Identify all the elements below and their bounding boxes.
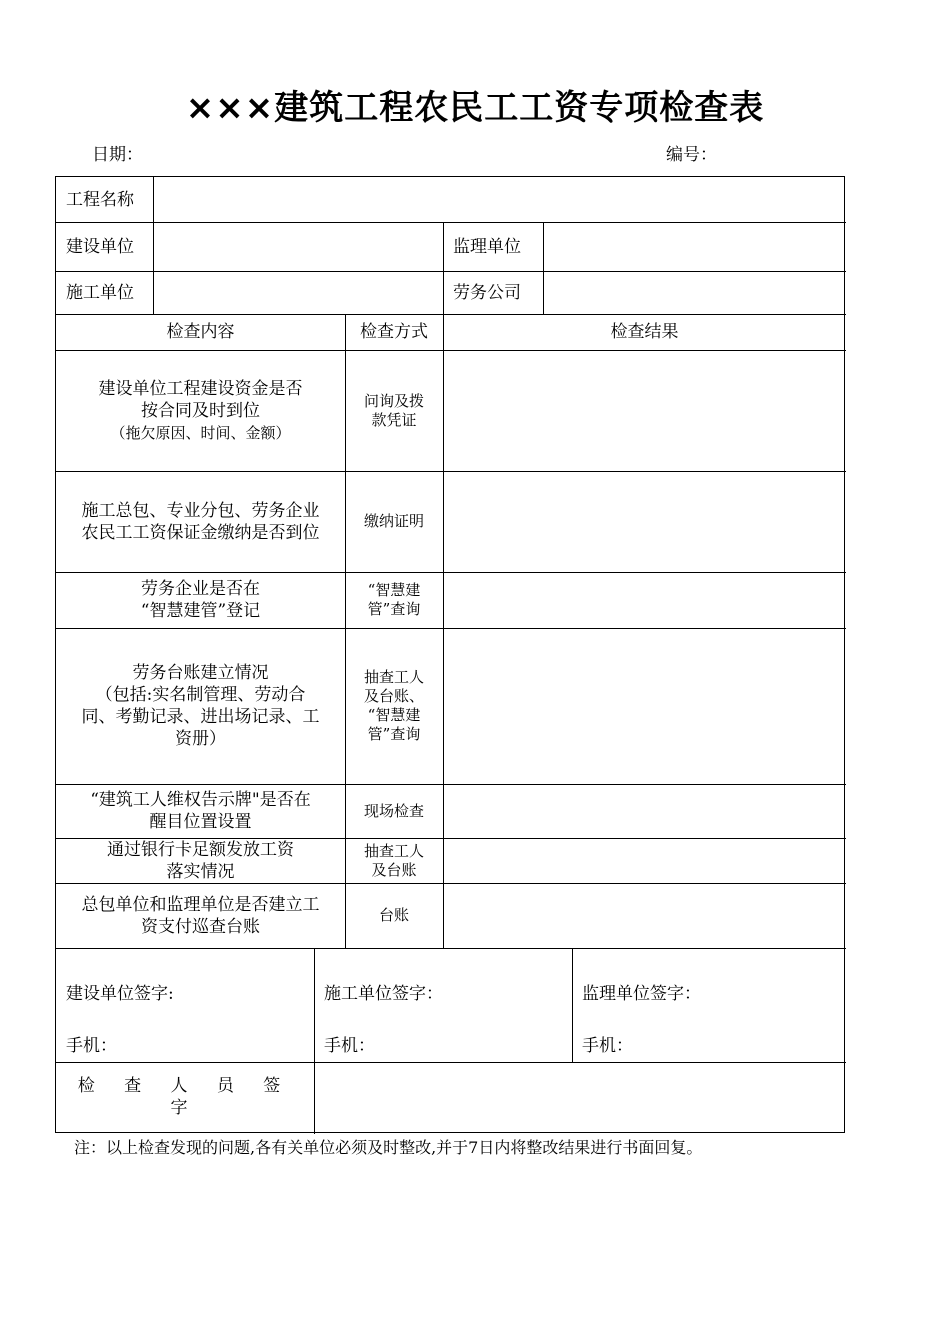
row-7-content-line: 资支付巡查台账 bbox=[141, 916, 260, 937]
row-4-content-line: 同、考勤记录、进出场记录、工 bbox=[81, 707, 320, 727]
row-3-method-line: “智慧建 bbox=[367, 581, 421, 599]
row-3-content-line: 劳务企业是否在 bbox=[141, 579, 260, 599]
row-6-content-line: 落实情况 bbox=[166, 861, 235, 882]
row-7-content-line: 总包单位和监理单位是否建立工 bbox=[81, 894, 320, 915]
construction-unit-field[interactable] bbox=[153, 222, 443, 271]
row-3-content bbox=[56, 572, 345, 628]
row-1-method bbox=[345, 350, 443, 471]
row-5-result-field[interactable] bbox=[443, 784, 846, 838]
row-3-result-field[interactable] bbox=[443, 572, 846, 628]
row-5-content-line: “建筑工人维权告示牌"是否在 bbox=[90, 790, 311, 810]
supervision-signature-label: 监理单位签字： bbox=[582, 984, 701, 1004]
table-rule bbox=[56, 948, 846, 949]
row-2-content-line: 农民工工资保证金缴纳是否到位 bbox=[81, 522, 320, 543]
row-1-content-line: （拖欠原因、时间、金额） bbox=[110, 423, 291, 442]
construction-unit-label: 建设单位 bbox=[66, 236, 134, 257]
construction-signature-label: 建设单位签字: bbox=[66, 984, 174, 1004]
row-4-content-line: 资册） bbox=[175, 729, 226, 749]
inspector-signature-label bbox=[56, 1062, 314, 1132]
table-rule bbox=[572, 948, 573, 1062]
header-content: 检查内容 bbox=[166, 322, 235, 342]
footnote: 注：以上检查发现的问题,各有关单位必须及时整改,并于7日内将整改结果进行书面回复。 bbox=[74, 1138, 703, 1157]
row-5-content bbox=[56, 784, 345, 838]
row-3-method bbox=[345, 572, 443, 628]
builder-phone-label: 手机： bbox=[324, 1036, 375, 1056]
row-4-method-line: 管”查询 bbox=[367, 725, 421, 743]
row-7-method: 台账 bbox=[378, 906, 409, 924]
row-2-content bbox=[56, 471, 345, 572]
project-name-label: 工程名称 bbox=[66, 189, 134, 210]
row-1-content bbox=[56, 350, 345, 471]
number-label: 编号： bbox=[666, 145, 717, 165]
row-5-method: 现场检查 bbox=[363, 801, 424, 820]
row-1-method-line: 问询及拨 bbox=[363, 391, 424, 410]
labor-company-label: 劳务公司 bbox=[453, 282, 521, 303]
row-3-content-line: “智慧建管”登记 bbox=[140, 601, 261, 621]
row-6-content bbox=[56, 838, 345, 883]
row-4-method-line: “智慧建 bbox=[367, 706, 421, 724]
row-4-method-line: 抽查工人 bbox=[363, 668, 424, 686]
row-1-content-line: 按合同及时到位 bbox=[141, 400, 260, 421]
header-result: 检查结果 bbox=[610, 322, 679, 342]
row-7-result-field[interactable] bbox=[443, 883, 846, 948]
builder-unit-label: 施工单位 bbox=[66, 282, 134, 303]
row-1-result-field[interactable] bbox=[443, 350, 846, 471]
row-6-method-line: 抽查工人 bbox=[363, 841, 424, 860]
row-4-method-line: 及台账、 bbox=[363, 687, 424, 705]
row-7-content bbox=[56, 883, 345, 948]
row-1-method-line: 款凭证 bbox=[371, 410, 417, 429]
header-method: 检查方式 bbox=[360, 322, 428, 342]
row-3-method-line: 管”查询 bbox=[367, 600, 421, 618]
construction-phone-label: 手机： bbox=[66, 1036, 117, 1056]
inspection-table bbox=[55, 176, 845, 1133]
row-4-content bbox=[56, 628, 345, 784]
supervision-unit-label: 监理单位 bbox=[453, 236, 521, 257]
supervision-phone-label: 手机： bbox=[582, 1036, 633, 1056]
row-1-content-line: 建设单位工程建设资金是否 bbox=[98, 378, 303, 399]
row-4-content-line: （包括:实名制管理、劳动合 bbox=[95, 685, 306, 705]
row-4-result-field[interactable] bbox=[443, 628, 846, 784]
row-5-content-line: 醒目位置设置 bbox=[149, 812, 252, 832]
labor-company-field[interactable] bbox=[543, 271, 846, 314]
row-4-method bbox=[345, 628, 443, 784]
builder-signature-label: 施工单位签字： bbox=[324, 984, 443, 1004]
row-6-method bbox=[345, 838, 443, 883]
inspector-signature-text: 检 查 人 员 签 字 bbox=[77, 1076, 293, 1118]
builder-unit-field[interactable] bbox=[153, 271, 443, 314]
row-4-content-line: 劳务台账建立情况 bbox=[132, 663, 269, 683]
row-2-result-field[interactable] bbox=[443, 471, 846, 572]
row-2-method: 缴纳证明 bbox=[363, 512, 424, 530]
row-2-content-line: 施工总包、专业分包、劳务企业 bbox=[81, 500, 320, 521]
supervision-unit-field[interactable] bbox=[543, 222, 846, 271]
row-6-method-line: 及台账 bbox=[371, 860, 417, 879]
inspector-signature-field[interactable] bbox=[314, 1062, 844, 1132]
page-title: ×××建筑工程农民工工资专项检查表 bbox=[185, 88, 765, 128]
date-label: 日期： bbox=[92, 145, 143, 165]
row-6-content-line: 通过银行卡足额发放工资 bbox=[107, 839, 294, 860]
project-name-field[interactable] bbox=[153, 177, 846, 222]
row-6-result-field[interactable] bbox=[443, 838, 846, 883]
